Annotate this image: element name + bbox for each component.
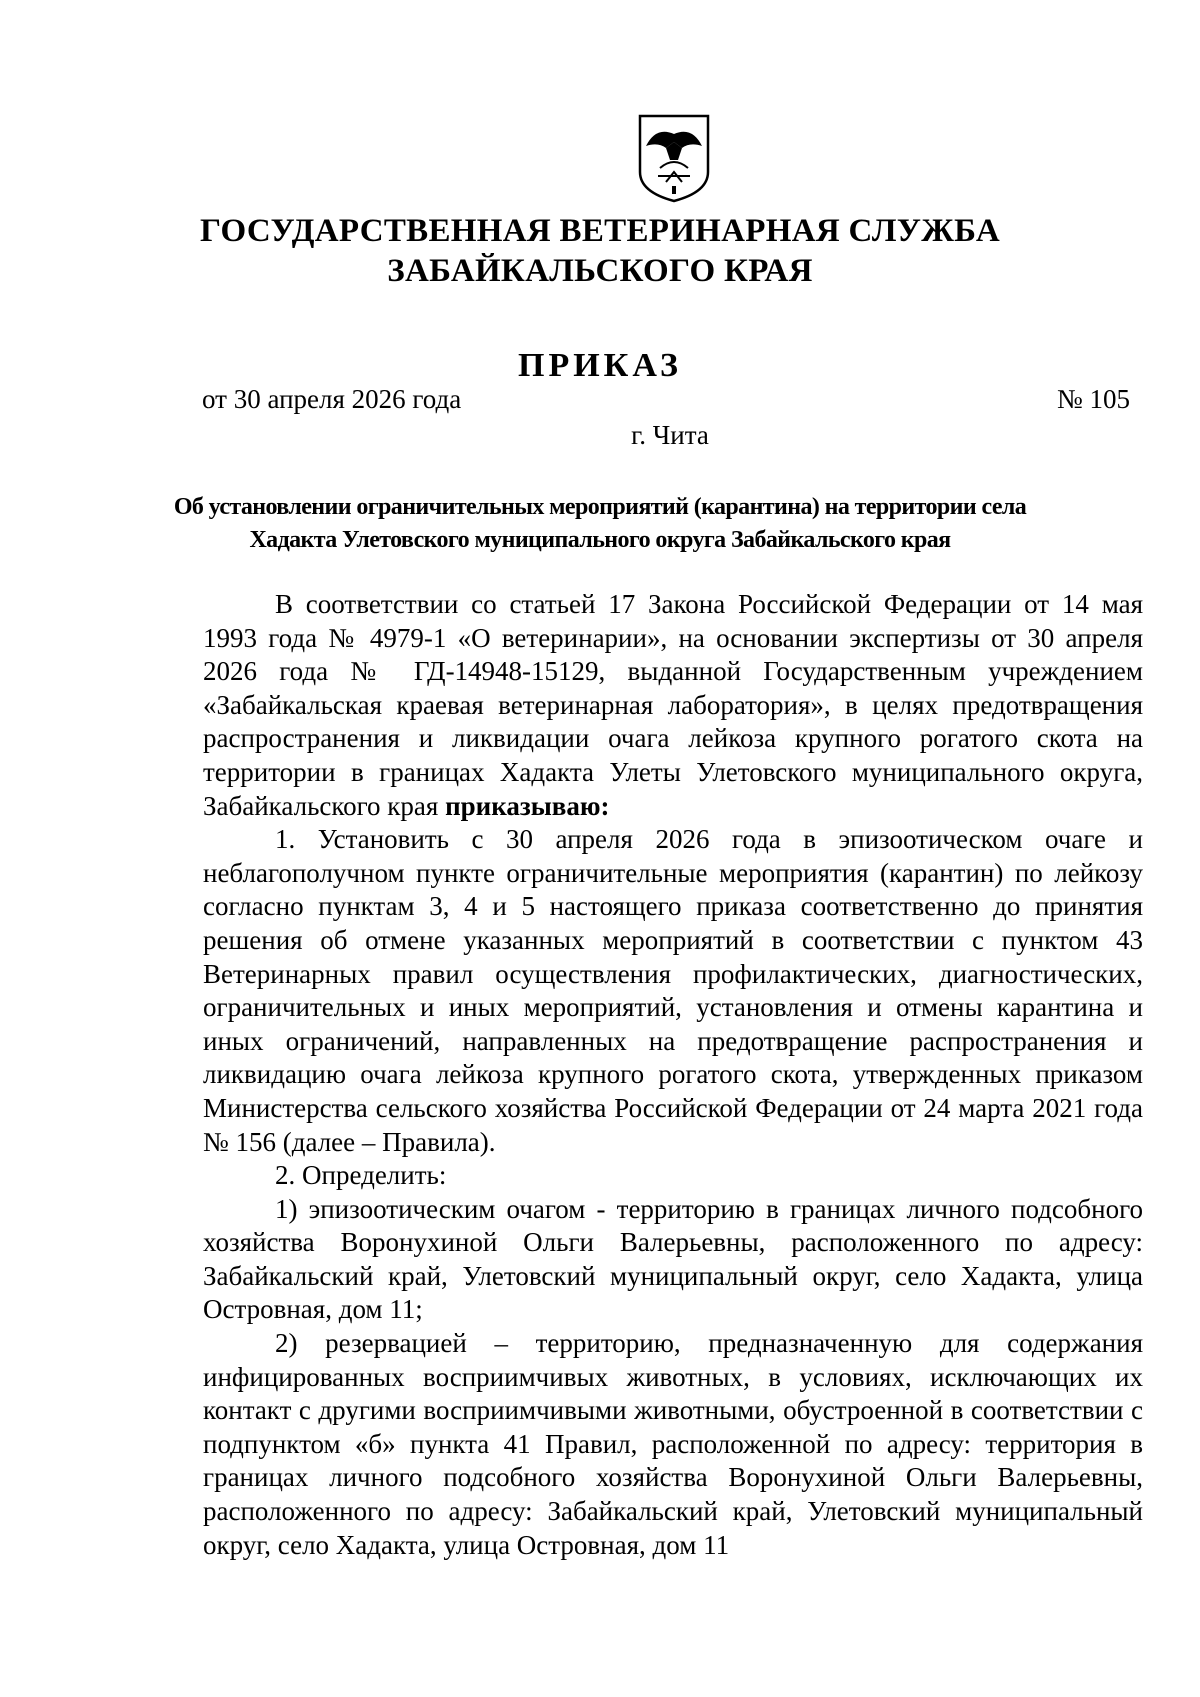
document-number: № 105	[1056, 384, 1130, 414]
preamble-order-word: приказываю:	[445, 790, 610, 821]
preamble-paragraph	[203, 588, 1143, 823]
organization-name-line1: ГОСУДАРСТВЕННАЯ ВЕТЕРИНАРНАЯ СЛУЖБА	[199, 213, 1000, 249]
document-city: г. Чита	[631, 420, 709, 450]
document-body	[203, 588, 1143, 1562]
coat-of-arms-icon	[636, 112, 712, 204]
item-2-1-paragraph: 1) эпизоотическим очагом - территорию в границах личного подсобного хозяйства Воронухиной Ольги Валерьевны, расположенного по адресу: Забайкальский край, Улетовский муниципальный округ, село Хадакта, улица Островная, дом 11;	[203, 1193, 1143, 1325]
preamble-text: В соответствии со статьей 17 Закона Российской Федерации от 14 мая 1993 года № 4979-1 «О ветеринарии», на основании экспертизы от 30 апреля 2026 года № ГД-14948-15129, выданной Государственным учреждением «Забайкальская краевая ветеринарная лаборатория», в целях предотвращения распространения и ликвидации очага лейкоза крупного рогатого скота на территории в границах Хадакта Улеты Улетовского муниципального округа, Забайкальского края	[203, 589, 1143, 821]
item-2-paragraph: 2. Определить:	[275, 1160, 447, 1191]
subject-line1: Об установлении ограничительных мероприятий (карантина) на территории села	[173, 494, 1027, 520]
subject-line2: Хадакта Улетовского муниципального округа Забайкальского края	[249, 527, 951, 553]
document-date: от 30 апреля 2026 года	[202, 384, 462, 414]
item-1-paragraph: 1. Установить с 30 апреля 2026 года в эпизоотическом очаге и неблагополучном пункте ограничительные мероприятия (карантин) по лейкозу согласно пунктам 3, 4 и 5 настоящего приказа соответственно до принятия решения об отмене указанных мероприятий в соответствии с пунктом 43 Ветеринарных правил осуществления профилактических, диагностических, ограничительных и иных мероприятий, установления и отмены карантина и иных ограничений, направленных на предотвращение распространения и ликвидацию очага лейкоза крупного рогатого скота, утвержденных приказом Министерства сельского хозяйства Российской Федерации от 24 марта 2021 года № 156 (далее – Правила).	[203, 824, 1143, 1157]
document-subject	[0, 491, 1200, 557]
document-type-title: ПРИКАЗ	[518, 347, 682, 384]
item-2-2-paragraph: 2) резервацией – территорию, предназначенную для содержания инфицированных восприимчивых животных, в условиях, исключающих их контакт с другими восприимчивыми животными, обустроенной в соответствии с подпунктом «б» пункта 41 Правил, расположенной по адресу: территория в границах личного подсобного хозяйства Воронухиной Ольги Валерьевны, расположенного по адресу: Забайкальский край, Улетовский муниципальный округ, село Хадакта, улица Островная, дом 11	[203, 1328, 1143, 1560]
organization-name-line2: ЗАБАЙКАЛЬСКОГО КРАЯ	[387, 253, 813, 289]
